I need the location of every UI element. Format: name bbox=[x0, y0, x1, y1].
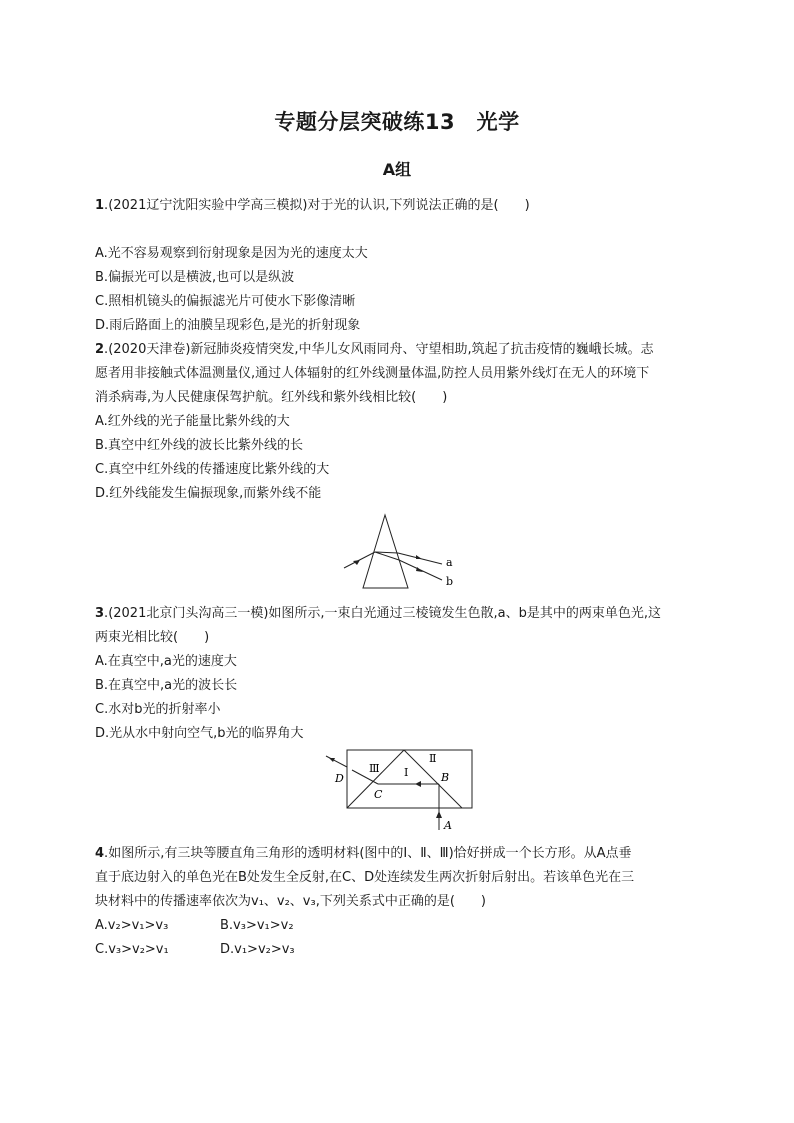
question-1-option-b: B.偏振光可以是横波,也可以是纵波 bbox=[95, 270, 295, 285]
question-3-number: 3 bbox=[95, 606, 105, 621]
rectangle-figure bbox=[322, 748, 482, 836]
label-III: Ⅲ bbox=[369, 762, 380, 775]
ray-b-arrow-icon bbox=[416, 567, 423, 572]
question-1-option-c: C.照相机镜头的偏振滤光片可使水下影像清晰 bbox=[95, 294, 356, 309]
ray-bc-arrow-icon bbox=[415, 781, 421, 787]
question-2-option-a: A.红外线的光子能量比紫外线的大 bbox=[95, 414, 290, 429]
label-D: D bbox=[335, 772, 344, 785]
label-b: b bbox=[446, 575, 454, 588]
label-II: Ⅱ bbox=[429, 752, 437, 765]
prism-triangle bbox=[363, 515, 408, 588]
question-3-option-b: B.在真空中,a光的波长长 bbox=[95, 678, 238, 693]
question-2-option-d: D.红外线能发生偏振现象,而紫外线不能 bbox=[95, 486, 322, 501]
question-4-number: 4 bbox=[95, 846, 105, 861]
question-4-text-3: 块材料中的传播速率依次为v₁、v₂、v₃,下列关系式中正确的是( ) bbox=[95, 894, 486, 909]
ray-a-arrow-icon bbox=[436, 811, 442, 818]
label-B: B bbox=[441, 771, 450, 784]
label-a: a bbox=[446, 556, 453, 569]
prism-figure bbox=[330, 510, 470, 595]
incident-ray bbox=[344, 552, 375, 568]
question-4-text-1: 如图所示,有三块等腰直角三角形的透明材料(图中的Ⅰ、Ⅱ、Ⅲ)恰好拼成一个长方形。从A点垂 bbox=[108, 846, 632, 861]
ray-exit bbox=[326, 756, 347, 767]
question-4-option-d: D.v₁>v₂>v₃ bbox=[220, 942, 295, 957]
question-2-text-2: 愿者用非接触式体温测量仪,通过人体辐射的红外线测量体温,防控人员用紫外线灯在无人的环境下 bbox=[95, 366, 650, 381]
question-1-option-a: A.光不容易观察到衍射现象是因为光的速度太大 bbox=[95, 246, 368, 261]
question-3-stem: 3.(2021北京门头沟高三一模)如图所示,一束白光通过三棱镜发生色散,a、b是其中的两束单色光,这 bbox=[95, 606, 662, 621]
label-C: C bbox=[374, 788, 383, 801]
question-2-number: 2 bbox=[95, 342, 105, 357]
question-4-option-a: A.v₂>v₁>v₃ bbox=[95, 918, 169, 933]
question-4-stem: 4.如图所示,有三块等腰直角三角形的透明材料(图中的Ⅰ、Ⅱ、Ⅲ)恰好拼成一个长方形。从A点垂 bbox=[95, 846, 632, 861]
ray-a-arrow-icon bbox=[416, 555, 422, 559]
question-2-option-b: B.真空中红外线的波长比紫外线的长 bbox=[95, 438, 304, 453]
group-heading: A组 bbox=[382, 160, 412, 179]
question-2-option-c: C.真空中红外线的传播速度比紫外线的大 bbox=[95, 462, 330, 477]
question-2-text-3: 消杀病毒,为人民健康保驾护航。红外线和紫外线相比较( ) bbox=[95, 390, 448, 405]
question-3-option-d: D.光从水中射向空气,b光的临界角大 bbox=[95, 726, 304, 741]
question-2-text-1: (2020天津卷)新冠肺炎疫情突发,中华儿女风雨同舟、守望相助,筑起了抗击疫情的巍峨长城。志 bbox=[108, 342, 654, 357]
question-4-text-2: 直于底边射入的单色光在B处发生全反射,在C、D处连续发生两次折射后射出。若该单色光在三 bbox=[95, 870, 635, 885]
question-1-option-d: D.雨后路面上的油膜呈现彩色,是光的折射现象 bbox=[95, 318, 361, 333]
question-4-option-c: C.v₃>v₂>v₁ bbox=[95, 942, 169, 957]
question-3-option-a: A.在真空中,a光的速度大 bbox=[95, 654, 237, 669]
question-1-text: (2021辽宁沈阳实验中学高三模拟)对于光的认识,下列说法正确的是( ) bbox=[108, 198, 530, 213]
question-1-stem: 1.(2021辽宁沈阳实验中学高三模拟)对于光的认识,下列说法正确的是( ) bbox=[95, 198, 530, 213]
label-A: A bbox=[444, 819, 452, 832]
question-3-option-c: C.水对b光的折射率小 bbox=[95, 702, 221, 717]
question-2-stem: 2.(2020天津卷)新冠肺炎疫情突发,中华儿女风雨同舟、守望相助,筑起了抗击疫情的巍峨长城。志 bbox=[95, 342, 654, 357]
question-1-number: 1 bbox=[95, 198, 105, 213]
page-title: 专题分层突破练13 光学 bbox=[274, 110, 520, 134]
question-3-text-2: 两束光相比较( ) bbox=[95, 630, 210, 645]
question-3-text-1: (2021北京门头沟高三一模)如图所示,一束白光通过三棱镜发生色散,a、b是其中的两束单色光,这 bbox=[108, 606, 662, 621]
label-I: Ⅰ bbox=[404, 766, 409, 779]
question-4-option-b: B.v₃>v₁>v₂ bbox=[220, 918, 294, 933]
